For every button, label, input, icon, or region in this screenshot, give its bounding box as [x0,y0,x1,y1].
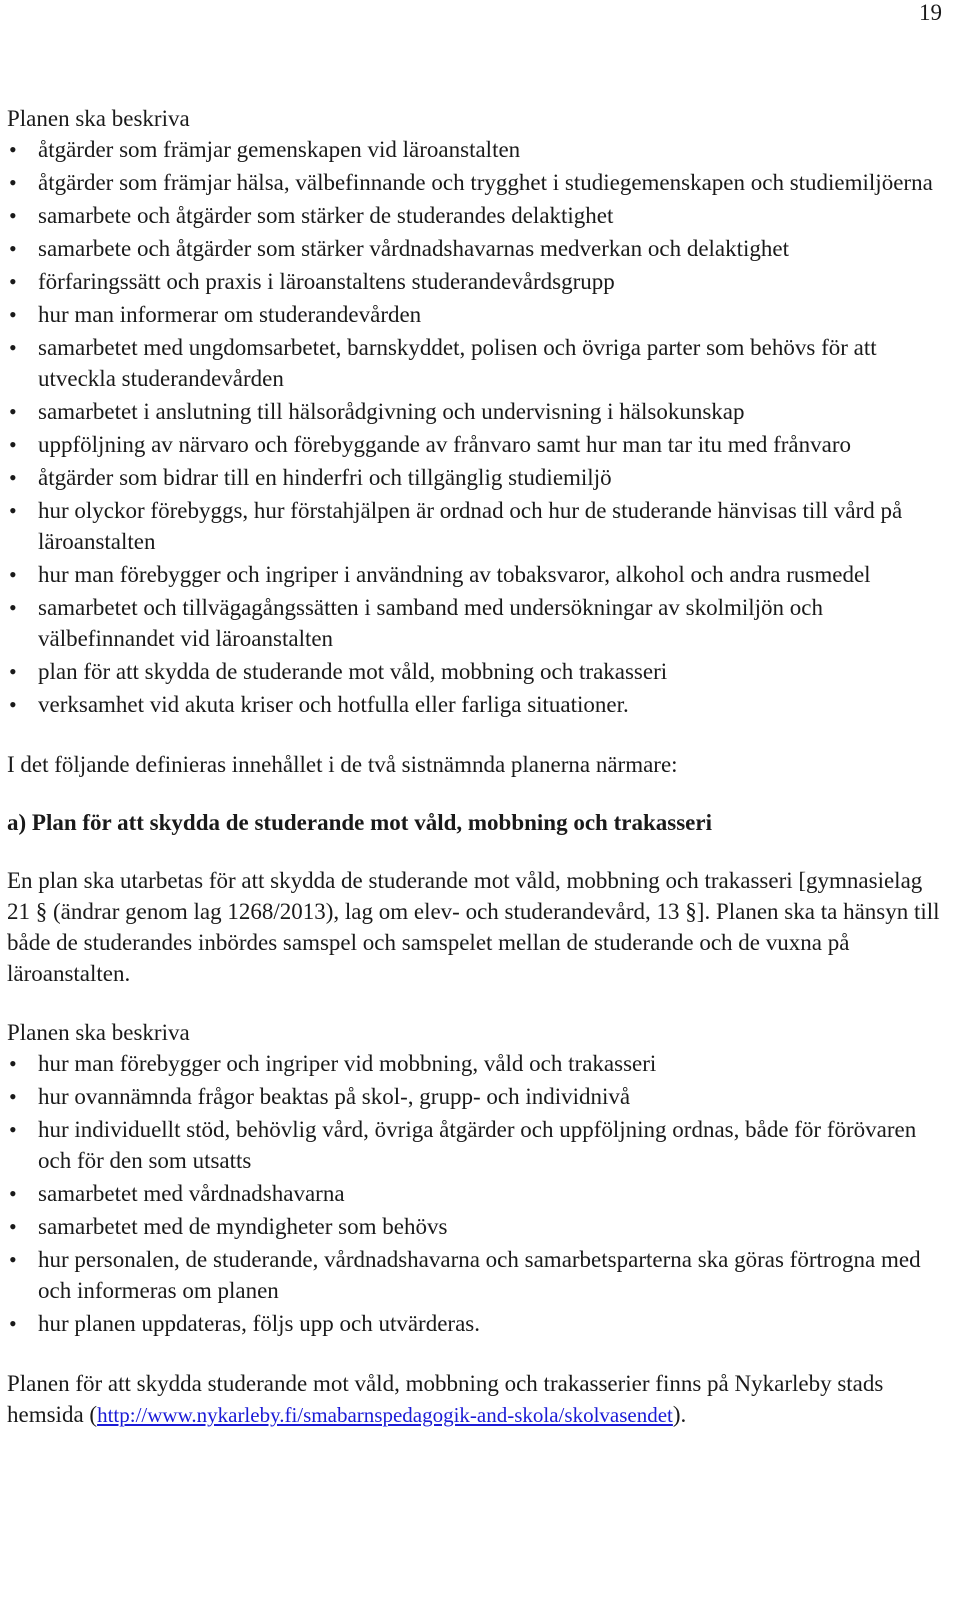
section2-list [7,1048,942,1339]
list-item: • samarbetet och tillvägagångssätten i samband med undersökningar av skolmiljön och välbefinnandet vid läroanstalten [7,592,942,654]
list-item: • samarbete och åtgärder som stärker vårdnadshavarnas medverkan och delaktighet [7,233,942,264]
nykarleby-link[interactable]: http://www.nykarleby.fi/smabarnspedagogik-and-skola/skolvasendet [97,1403,673,1427]
document-body [7,103,942,1431]
list-item: • hur man förebygger och ingriper i användning av tobaksvaror, alkohol och andra rusmedel [7,559,942,590]
list-item: • förfaringssätt och praxis i läroanstaltens studerandevårdsgrupp [7,266,942,297]
page-number: 19 [919,0,942,25]
list-item: • hur man förebygger och ingriper vid mobbning, våld och trakasseri [7,1048,942,1079]
list-item: • hur olyckor förebyggs, hur förstahjälpen är ordnad och hur de studerande hänvisas till vård på läroanstalten [7,495,942,557]
list-item: • hur man informerar om studerandevården [7,299,942,330]
section1-intro: Planen ska beskriva [7,106,190,131]
list-item: • åtgärder som främjar hälsa, välbefinnande och trygghet i studiegemenskapen och studiemiljöerna [7,167,942,198]
list-item: • hur planen uppdateras, följs upp och utvärderas. [7,1308,942,1339]
list-item: • plan för att skydda de studerande mot våld, mobbning och trakasseri [7,656,942,687]
section-heading-a: a) Plan för att skydda de studerande mot våld, mobbning och trakasseri [7,810,712,835]
section2-intro: Planen ska beskriva [7,1020,190,1045]
list-item: • samarbetet med ungdomsarbetet, barnskyddet, polisen och övriga parter som behövs för att utveckla studerandevården [7,332,942,394]
list-item: • uppföljning av närvaro och förebyggande av frånvaro samt hur man tar itu med frånvaro [7,429,942,460]
list-item: • verksamhet vid akuta kriser och hotfulla eller farliga situationer. [7,689,942,720]
list-item: • åtgärder som bidrar till en hinderfri och tillgänglig studiemiljö [7,462,942,493]
list-item: • samarbete och åtgärder som stärker de studerandes delaktighet [7,200,942,231]
closing-text-end: ). [672,1402,687,1427]
closing-paragraph [7,1368,942,1431]
list-item: • samarbetet med vårdnadshavarna [7,1178,942,1209]
closing-text: Planen för att skydda studerande mot våld, mobbning och trakasserier finns på Nykarleby stads hemsida ( [7,1371,884,1427]
list-item: • hur personalen, de studerande, vårdnadshavarna och samarbetsparterna ska göras förtrogna med och informeras om planen [7,1244,942,1306]
list-item: • samarbetet i anslutning till hälsorådgivning och undervisning i hälsokunskap [7,396,942,427]
definition-line: I det följande definieras innehållet i de två sistnämnda planerna närmare: [7,752,678,777]
list-item: • samarbetet med de myndigheter som behövs [7,1211,942,1242]
list-item: • hur individuellt stöd, behövlig vård, övriga åtgärder och uppföljning ordnas, både för förövaren och för den som utsatts [7,1114,942,1176]
list-item: • åtgärder som främjar gemenskapen vid läroanstalten [7,134,942,165]
section1-list [7,134,942,720]
list-item: • hur ovannämnda frågor beaktas på skol-, grupp- och individnivå [7,1081,942,1112]
paragraph-a: En plan ska utarbetas för att skydda de studerande mot våld, mobbning och trakasseri [gymnasielag 21 § (ändrar genom lag 1268/2013), lag om elev- och studerandevård, 13 §]. Planen ska ta hänsyn till både de studerandes inbördes samspel och samspelet mellan de studerande och de vuxna på läroanstalten. [7,868,940,986]
